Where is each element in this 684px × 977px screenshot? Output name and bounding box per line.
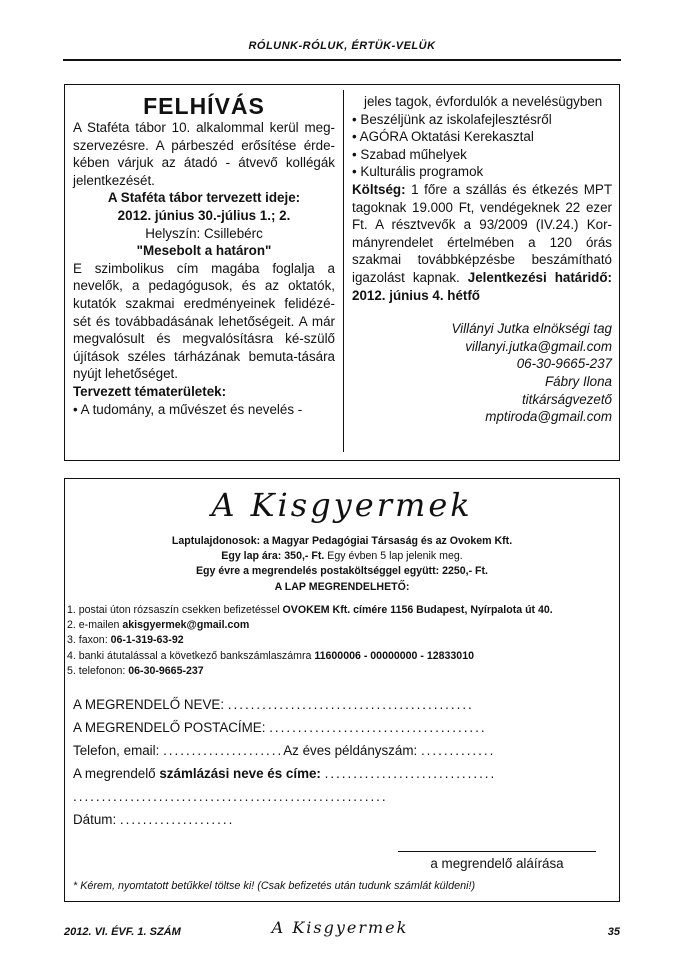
camp-dates-label: A Staféta tábor tervezett ideje: xyxy=(107,190,301,206)
topics-heading: Tervezett tématerületek: xyxy=(73,383,227,399)
order-option xyxy=(67,664,617,679)
camp-subtitle: "Mesebolt a határon" xyxy=(136,243,272,259)
topic-item: • AGÓRA Oktatási Kerekasztal xyxy=(352,129,534,145)
footer-issue: 2012. VI. ÉVF. 1. SZÁM xyxy=(64,926,181,938)
contact2-email: mptiroda@gmail.com xyxy=(485,409,612,425)
price-line xyxy=(64,549,620,564)
order-heading: A LAP MEGRENDELHETŐ: xyxy=(274,580,410,593)
cost-paragraph xyxy=(352,181,612,304)
order-option-text: 5. telefonon: xyxy=(67,664,129,677)
order-option-text: 2. e-mailen xyxy=(67,619,123,632)
order-option-detail: akisgyermek@gmail.com xyxy=(122,619,250,632)
announcement-body: E szimbolikus cím magába foglalja a nevelők, a pedagógusok, és az oktatók, kutatók szakmai eredményeinek felidézé-sét és továbbadásának lehetőségeit. A már megvalósult és megvalósításra ké-szülő újítások széles tárházának bemuta-tására nyújt lehetőséget. xyxy=(73,260,335,382)
order-option xyxy=(67,633,617,648)
contact2-name: Fábry Ilona xyxy=(545,373,612,389)
topic-item-continued: jeles tagok, évfordulók a nevelésügyben xyxy=(364,94,603,109)
order-option xyxy=(67,649,617,664)
announcement-left-column xyxy=(73,93,335,418)
announcement-title: FELHÍVÁS xyxy=(143,93,265,119)
order-option-detail: OVOKEM Kft. címére 1156 Budapest, Nyírpalota út 40. xyxy=(282,604,553,616)
contact2-role: titkárságvezető xyxy=(521,391,612,407)
contact-field-label: Telefon, email: xyxy=(73,743,160,758)
topic-item: • Szabad műhelyek xyxy=(352,146,467,162)
billing-field-label-bold: számlázási neve és címe: xyxy=(159,766,321,781)
cost-text: 1 főre a szállás és étkezés MPT tagoknak 19.000 Ft, vendégeknek 22 ezer Ft. A résztvevők a 93/2009 (IV.24.) Kor-mányrendelet értelmében a 120 órás szakmai továbbképzésbe beszámítható igazolást kapnak. xyxy=(352,181,612,285)
billing-field[interactable]: A megrendelő számlázási neve és címe: .............................. xyxy=(73,766,497,781)
journal-title: A Kisgyermek xyxy=(211,486,473,524)
order-option-text: 1. postai úton rózsaszín csekken befizetéssel xyxy=(67,604,283,616)
signature-line[interactable] xyxy=(398,851,596,852)
date-field-label: Dátum: xyxy=(73,812,117,827)
form-note: * Kérem, nyomtatott betűkkel töltse ki! (Csak befizetés után tudunk számlát küldeni!) xyxy=(73,880,476,892)
billing-field-label: A megrendelő xyxy=(73,766,160,781)
camp-location: Helyszín: Csillebérc xyxy=(145,225,263,241)
order-option-text: 3. faxon: xyxy=(67,634,111,647)
copies-field-label: Az éves példányszám: xyxy=(283,743,418,758)
running-header: RÓLUNK-RÓLUK, ÉRTÜK-VELÜK xyxy=(248,40,436,52)
column-divider xyxy=(343,90,344,452)
order-option-detail: 06-1-319-63-92 xyxy=(110,634,184,647)
order-option-detail: 11600006 - 00000000 - 12833010 xyxy=(314,649,474,662)
price-note: Egy évben 5 lap jelenik meg. xyxy=(324,550,463,563)
topic-item: • A tudomány, a művészet és nevelés - xyxy=(73,401,303,417)
signature-label: a megrendelő aláírása xyxy=(430,856,564,871)
billing-field-continued[interactable]: ....................................................... xyxy=(73,789,388,804)
order-options-list xyxy=(67,603,617,679)
announcement-right-column xyxy=(352,93,612,426)
order-option xyxy=(67,618,617,633)
footer-journal: A Kisgyermek xyxy=(271,918,409,937)
footer-page-number: 35 xyxy=(607,926,620,938)
announcement-intro: A Staféta tábor 10. alkalommal kerül meg-szervezésre. A párbeszéd erősítése érde-kében várjuk az átadó - átvevő kollégák jelentkezését. xyxy=(73,120,335,188)
owners-line: Laptulajdonosok: a Magyar Pedagógiai Társaság és az Ovokem Kft. xyxy=(171,535,513,547)
contact1-phone: 06-30-9665-237 xyxy=(516,356,612,372)
order-option-detail: 06-30-9665-237 xyxy=(128,664,204,677)
name-field-label: A MEGRENDELŐ NEVE: xyxy=(73,697,225,712)
subscription-info xyxy=(64,534,620,595)
yearly-price-line: Egy évre a megrendelés postaköltséggel együtt: 2250,- Ft. xyxy=(195,565,489,578)
deadline: Jelentkezési határidő: 2012. június 4. hétfő xyxy=(352,269,612,303)
name-field[interactable]: A MEGRENDELŐ NEVE: ........................................... xyxy=(73,697,474,712)
address-field-label: A MEGRENDELŐ POSTACÍME: xyxy=(73,720,266,735)
order-option xyxy=(67,603,617,618)
order-form xyxy=(73,693,613,831)
contact1-email: villanyi.jutka@gmail.com xyxy=(465,338,612,354)
price-label: Egy lap ára: 350,- Ft. xyxy=(221,550,325,563)
topic-item: • Beszéljünk az iskolafejlesztésről xyxy=(352,111,552,127)
date-field[interactable]: Dátum: .................... xyxy=(73,812,235,827)
contact-field[interactable]: Telefon, email: .....................Az éves példányszám: ............. xyxy=(73,743,496,758)
address-field[interactable]: A MEGRENDELŐ POSTACÍME: ...................................... xyxy=(73,720,487,735)
order-option-text: 4. banki átutalással a következő bankszámlaszámra xyxy=(67,649,315,662)
camp-dates: 2012. június 30.-július 1.; 2. xyxy=(117,207,291,223)
header-rule xyxy=(63,59,621,61)
contact1-name: Villányi Jutka elnökségi tag xyxy=(451,321,612,337)
cost-label: Költség: xyxy=(352,181,406,197)
topic-item: • Kulturális programok xyxy=(352,164,484,180)
